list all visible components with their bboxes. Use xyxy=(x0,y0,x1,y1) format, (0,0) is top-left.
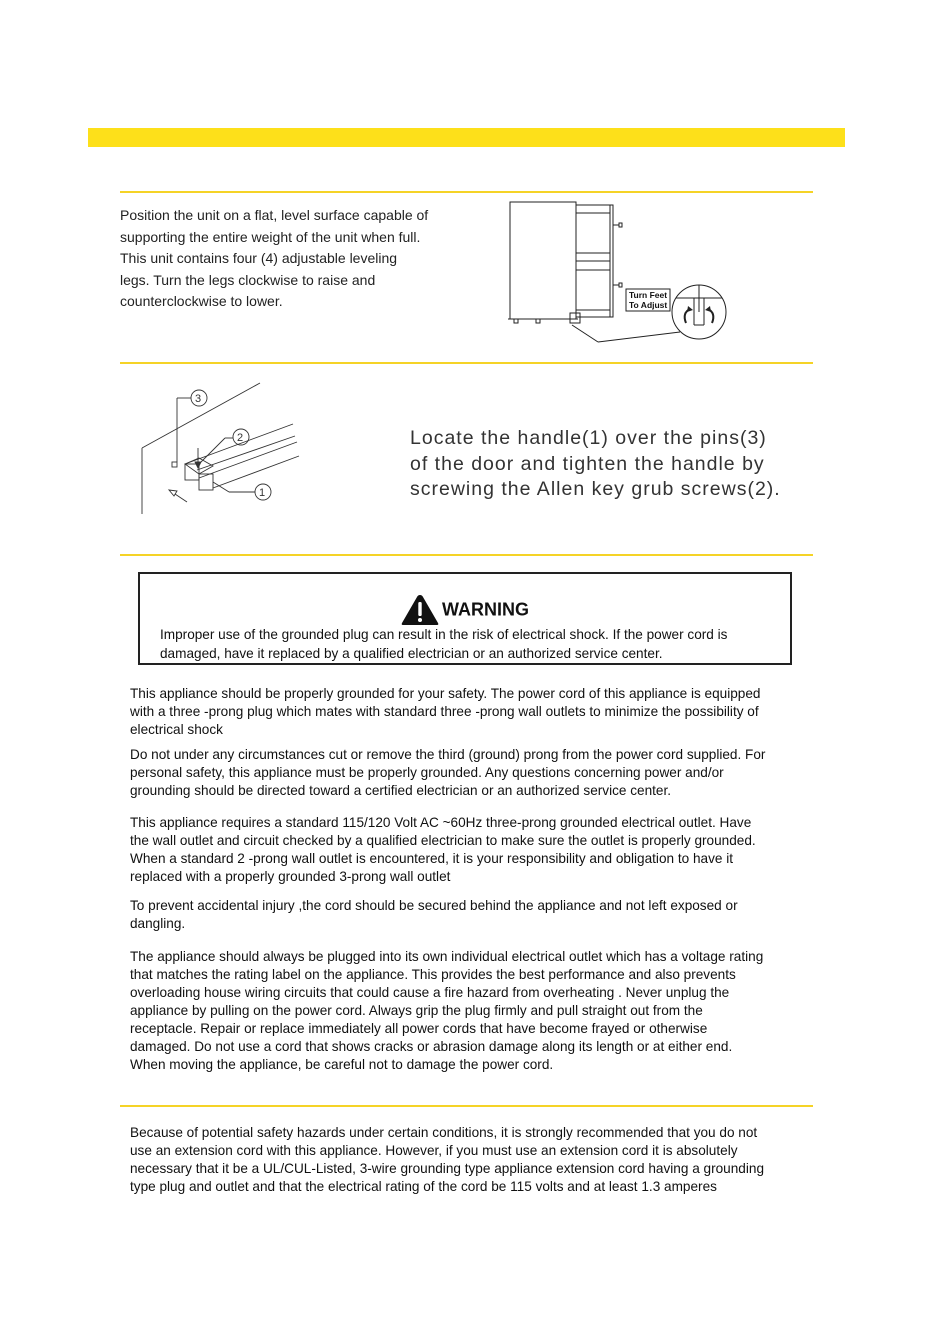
text-line: replaced with a properly grounded 3-prong wall outlet xyxy=(130,869,451,884)
text-line: personal safety, this appliance must be properly grounded. Any questions concerning power and/or xyxy=(130,765,724,780)
text-line: damaged, have it replaced by a qualified electrician or an authorized service center. xyxy=(160,646,663,661)
callout-number: 2 xyxy=(237,432,244,444)
warning-heading xyxy=(140,594,790,626)
text-line: damaged. Do not use a cord that shows cracks or abrasion damage along its length or at either end. xyxy=(130,1039,733,1054)
text-line: that matches the rating label on the appliance. This provides the best performance and also prevents xyxy=(130,967,736,982)
text-line: Position the unit on a flat, level surface capable of xyxy=(120,207,429,223)
callout-number: 3 xyxy=(195,393,202,405)
grounding-paragraph-4 xyxy=(130,897,820,933)
text-line: Because of potential safety hazards under certain conditions, it is strongly recommended that you do not xyxy=(130,1125,758,1140)
text-line: grounding should be directed toward a certified electrician or an authorized service center. xyxy=(130,783,672,798)
diagram-label: Turn Feet xyxy=(629,290,668,300)
text-line: of the door and tighten the handle by xyxy=(410,452,765,475)
handle-instructions xyxy=(410,426,840,503)
text-line: Locate the handle(1) over the pins(3) xyxy=(410,427,767,449)
text-line: When a standard 2 -prong wall outlet is encountered, it is your responsibility and obligation to have it xyxy=(130,851,734,866)
text-line: type plug and outlet and that the electrical rating of the cord be 115 volts and at least 1.3 amperes xyxy=(130,1179,717,1194)
text-line: When moving the appliance, be careful not to damage the power cord. xyxy=(130,1057,554,1072)
warning-box xyxy=(138,572,792,665)
callout-number: 1 xyxy=(259,487,266,499)
warning-triangle-icon xyxy=(401,599,442,619)
text-line: This appliance should be properly grounded for your safety. The power cord of this appliance is equipped xyxy=(130,686,761,701)
warning-title: WARNING xyxy=(442,599,529,620)
text-line: the wall outlet and circuit checked by a qualified electrician to make sure the outlet is properly grounded. xyxy=(130,833,756,848)
section-divider xyxy=(120,1105,813,1107)
text-line: To prevent accidental injury ,the cord should be secured behind the appliance and not left exposed or xyxy=(130,898,738,913)
text-line: screwing the Allen key grub screws(2). xyxy=(410,478,781,500)
leveling-legs-diagram xyxy=(500,195,740,345)
warning-text xyxy=(160,625,780,663)
text-line: The appliance should always be plugged into its own individual electrical outlet which has a voltage rating xyxy=(130,949,764,964)
grounding-paragraph-2 xyxy=(130,746,820,800)
text-line: This unit contains four (4) adjustable leveling xyxy=(120,250,398,266)
section-divider xyxy=(120,191,813,193)
grounding-paragraph-1 xyxy=(130,685,820,739)
text-line: supporting the entire weight of the unit when full. xyxy=(120,228,421,245)
diagram-label: To Adjust xyxy=(629,300,668,310)
section-divider xyxy=(120,554,813,556)
leveling-instructions xyxy=(120,205,480,313)
text-line: use an extension cord with this appliance. However, if you must use an extension cord it is absolutely xyxy=(130,1143,738,1158)
extension-cord-paragraph xyxy=(130,1124,820,1196)
cabinet-body xyxy=(510,202,576,319)
text-line: dangling. xyxy=(130,916,186,931)
text-line: necessary that it be a UL/CUL-Listed, 3-wire grounding type appliance extension cord having a grounding xyxy=(130,1161,765,1176)
section-divider xyxy=(120,362,813,364)
grounding-paragraph-5 xyxy=(130,948,820,1074)
text-line: electrical shock xyxy=(130,722,223,737)
text-line: appliance by pulling on the power cord. Always grip the plug firmly and pull straight out from the xyxy=(130,1003,703,1018)
text-line: counterclockwise to lower. xyxy=(120,293,283,309)
text-line: legs. Turn the legs clockwise to raise and xyxy=(120,271,376,288)
text-line: Do not under any circumstances cut or remove the third (ground) prong from the power cord supplied. For xyxy=(130,747,766,762)
text-line: receptacle. Repair or replace immediately all power cords that have become frayed or otherwise xyxy=(130,1021,708,1036)
section-header-band xyxy=(88,128,845,147)
text-line: Improper use of the grounded plug can result in the risk of electrical shock. If the power cord is xyxy=(160,627,728,642)
text-line: This appliance requires a standard 115/120 Volt AC ~60Hz three-prong grounded electrical outlet. Have xyxy=(130,815,752,830)
text-line: overloading house wiring circuits that could cause a fire hazard from overheating . Never unplug the xyxy=(130,985,730,1000)
handle-installation-diagram xyxy=(135,378,315,518)
text-line: with a three -prong plug which mates with standard three -prong wall outlets to minimize the possibility of xyxy=(130,704,759,719)
grounding-paragraph-3 xyxy=(130,814,820,886)
